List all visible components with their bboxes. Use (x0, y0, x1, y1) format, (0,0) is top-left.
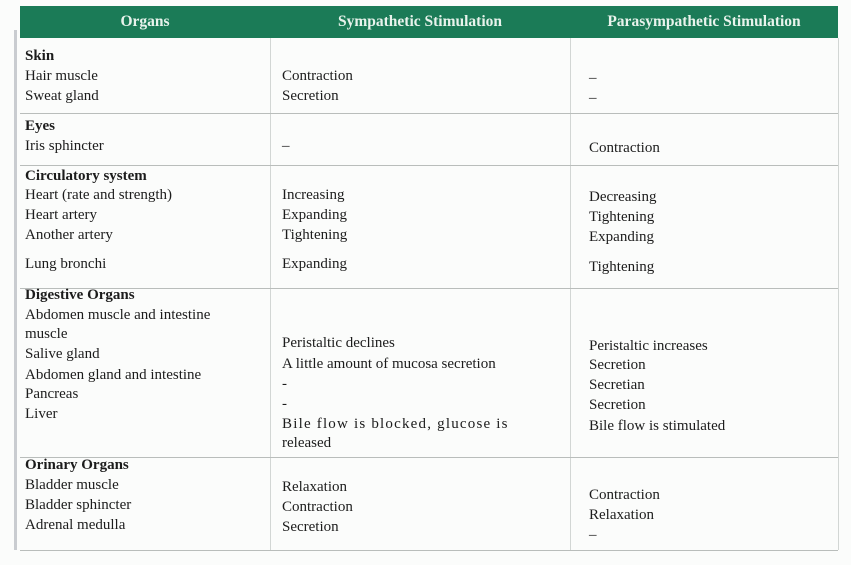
sympathetic-effect: Increasing (282, 187, 345, 203)
sympathetic-effect: Contraction (282, 68, 353, 84)
parasympathetic-effect: Contraction (589, 140, 660, 156)
row-divider (20, 457, 838, 458)
organ: Liver (25, 406, 58, 422)
header-parasympathetic: Parasympathetic Stimulation (607, 13, 801, 30)
organ: Adrenal medulla (25, 517, 126, 533)
organ: Pancreas (25, 386, 79, 402)
sympathetic-effect: - (282, 376, 287, 392)
column-divider (270, 38, 271, 550)
organ: Sweat gland (25, 88, 99, 104)
parasympathetic-effect: Peristaltic increases (589, 338, 708, 354)
parasympathetic-effect: Bile flow is stimulated (589, 418, 726, 434)
organ: Bladder sphincter (25, 497, 132, 513)
sympathetic-effect: – (282, 138, 290, 154)
parasympathetic-effect: – (589, 527, 597, 543)
scan-edge (14, 30, 17, 550)
sympathetic-effect: A little amount of mucosa secretion (282, 356, 496, 372)
row-divider (20, 113, 838, 114)
group-title: Orinary Organs (25, 457, 129, 473)
sympathetic-effect: Tightening (282, 227, 348, 243)
organ: Another artery (25, 227, 113, 243)
organ: Iris sphincter (25, 138, 104, 154)
organ: Heart (rate and strength) (25, 187, 173, 203)
parasympathetic-effect: Contraction (589, 487, 660, 503)
parasympathetic-effect: Secretian (589, 377, 645, 393)
organ: Heart artery (25, 207, 98, 223)
parasympathetic-effect: Secretion (589, 357, 646, 373)
sympathetic-effect: Expanding (282, 256, 347, 272)
header-sympathetic: Sympathetic Stimulation (337, 13, 503, 30)
organ: Hair muscle (25, 68, 98, 84)
parasympathetic-effect: Expanding (589, 229, 654, 245)
organ: Salive gland (25, 346, 100, 362)
header-organs: Organs (120, 13, 170, 30)
table-border (838, 38, 839, 550)
organ: Abdomen gland and intestine (25, 367, 202, 383)
parasympathetic-effect: Relaxation (589, 507, 654, 523)
row-divider (20, 550, 838, 551)
parasympathetic-effect: Tightening (589, 259, 655, 275)
sympathetic-effect: Secretion (282, 88, 339, 104)
row-divider (20, 165, 838, 166)
row-divider (20, 288, 838, 289)
organ: Bladder muscle (25, 477, 119, 493)
group-title: Skin (25, 48, 55, 64)
sympathetic-effect: - (282, 396, 287, 412)
sympathetic-effect: Contraction (282, 499, 353, 515)
column-divider (570, 38, 571, 550)
organ: Abdomen muscle and intestine (25, 307, 211, 323)
parasympathetic-effect: – (589, 70, 597, 86)
parasympathetic-effect: Tightening (589, 209, 655, 225)
parasympathetic-effect: Secretion (589, 397, 646, 413)
sympathetic-effect: Relaxation (282, 479, 347, 495)
group-title: Circulatory system (25, 168, 147, 184)
sympathetic-effect: Secretion (282, 519, 339, 535)
organ: Lung bronchi (25, 256, 107, 272)
sympathetic-effect: Peristaltic declines (282, 335, 395, 351)
sympathetic-effect: released (282, 435, 332, 451)
group-title: Digestive Organs (25, 287, 135, 303)
sympathetic-effect: Bile flow is blocked, glucose is (282, 416, 509, 432)
organ: muscle (25, 326, 68, 342)
sympathetic-effect: Expanding (282, 207, 347, 223)
parasympathetic-effect: – (589, 90, 597, 106)
group-title: Eyes (25, 118, 55, 134)
parasympathetic-effect: Decreasing (589, 189, 657, 205)
